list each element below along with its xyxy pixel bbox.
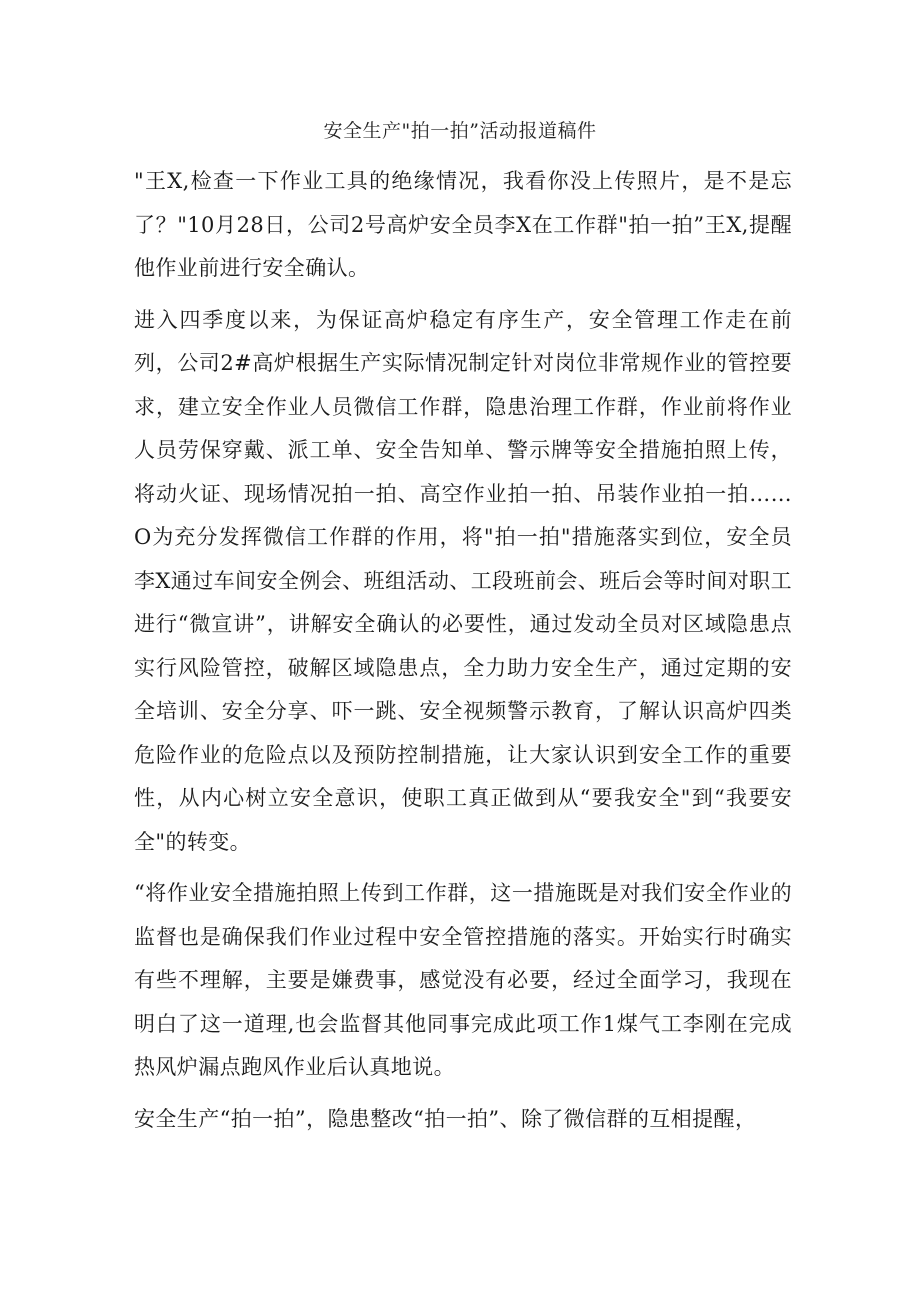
paragraph-1: "王X,检查一下作业工具的绝缘情况，我看你没上传照片，是不是忘了？"10月28日，公司2号高炉安全员李X在工作群"拍一拍”王X,提醒他作业前进行安全确认。	[134, 169, 792, 280]
paragraph-4: 安全生产“拍一拍”，隐患整改“拍一拍”、除了微信群的互相提醒，	[134, 1106, 757, 1131]
document-body	[134, 160, 792, 1149]
paragraph-3: “将作业安全措施拍照上传到工作群，这一措施既是对我们安全作业的监督也是确保我们作业过程中安全管控措施的落实。开始实行时确实有些不理解，主要是嫌费事，感觉没有必要，经过全面学习，我现在明白了这一道理,也会监督其他同事完成此项工作1煤气工李刚在完成热风炉漏点跑风作业后认真地说。	[134, 881, 792, 1079]
document-title: 安全生产"拍一拍”活动报道稿件	[323, 120, 597, 142]
paragraph-2: 进入四季度以来，为保证高炉稳定有序生产，安全管理工作走在前列，公司2#高炉根据生产实际情况制定针对岗位非常规作业的管控要求，建立安全作业人员微信工作群，隐患治理工作群，作业前将作业人员劳保穿戴、派工单、安全告知单、警示牌等安全措施拍照上传，将动火证、现场情况拍一拍、高空作业拍一拍、吊装作业拍一拍……O为充分发挥微信工作群的作用，将"拍一拍"措施落实到位，安全员李X通过车间安全例会、班组活动、工段班前会、班后会等时间对职工进行“微宣讲”，讲解安全确认的必要性，通过发动全员对区域隐患点实行风险管控，破解区域隐患点，全力助力安全生产，通过定期的安全培训、安全分享、吓一跳、安全视频警示教育，了解认识高炉四类危险作业的危险点以及预防控制措施，让大家认识到安全工作的重要性，从内心树立安全意识，使职工真正做到从“要我安全"到“我要安全"的转变。	[134, 307, 792, 854]
